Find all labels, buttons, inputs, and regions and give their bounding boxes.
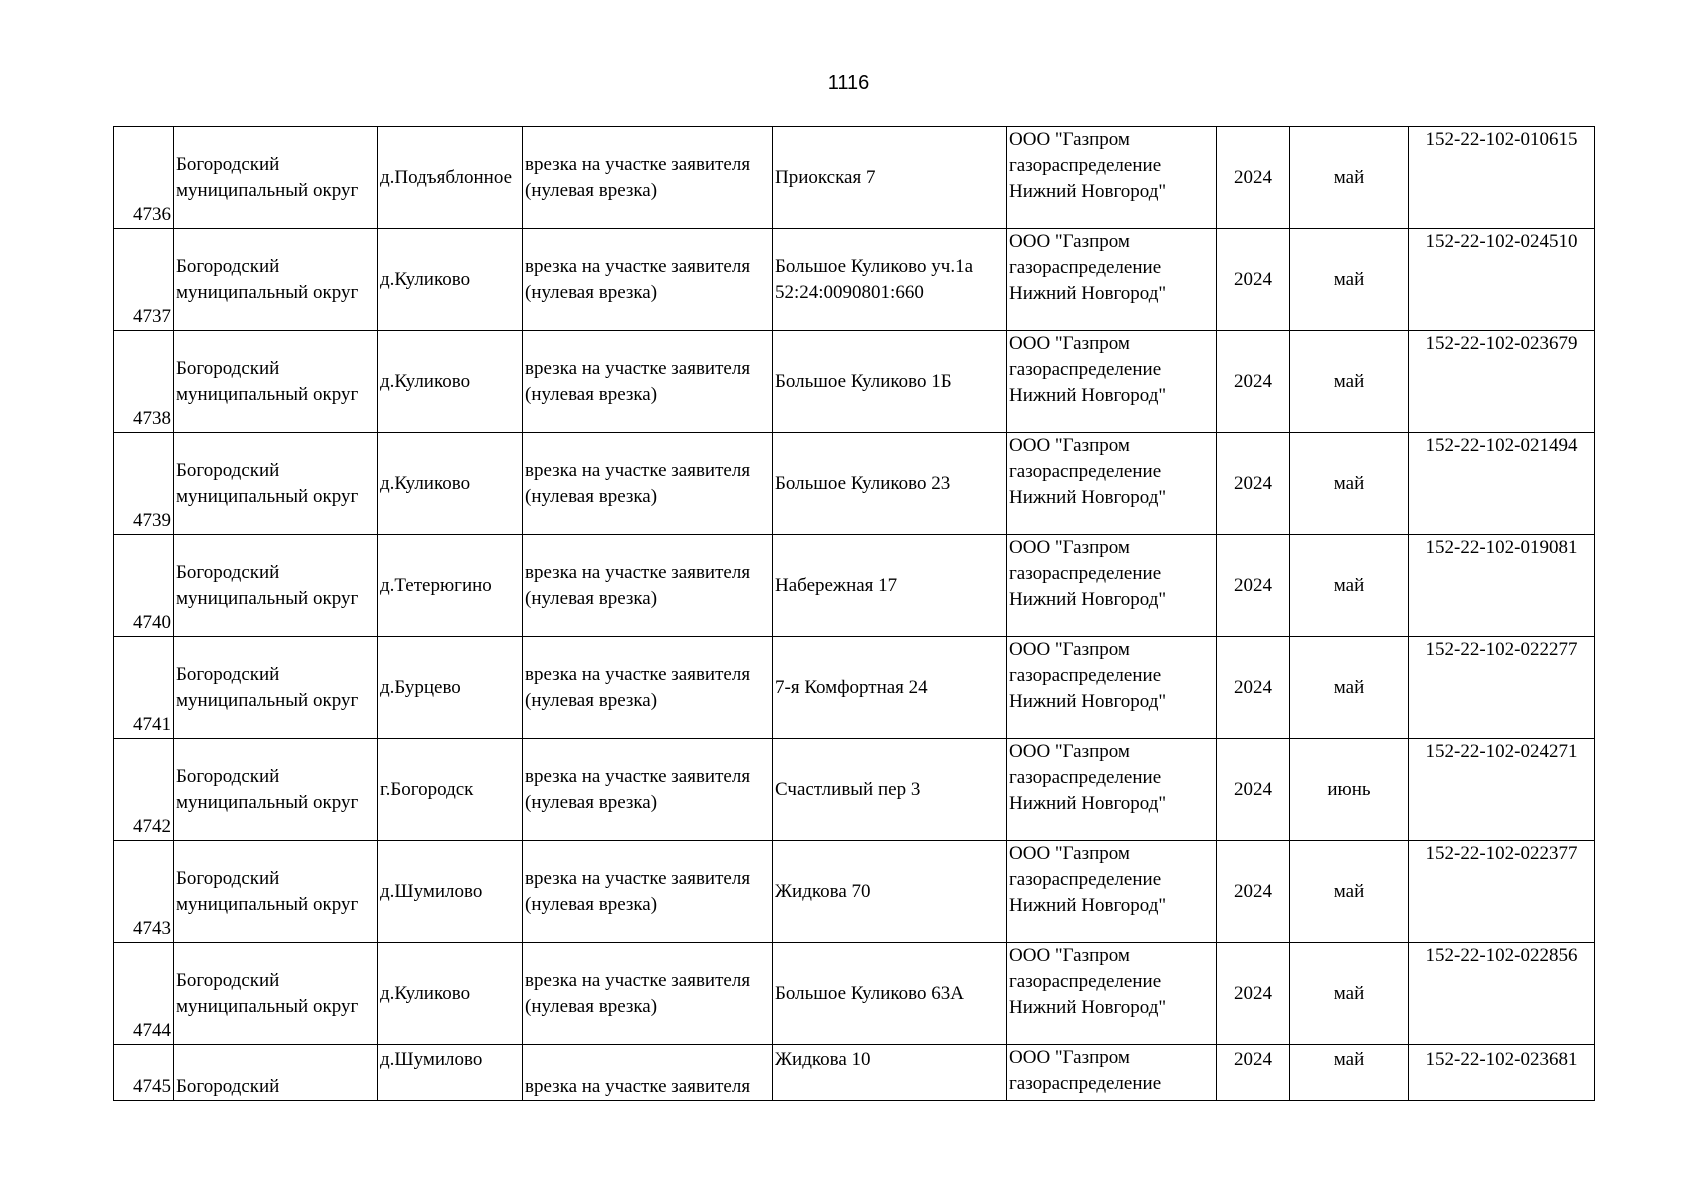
address-cell-line: Большое Куликово 1Б: [775, 370, 952, 392]
month-cell: май: [1290, 331, 1409, 433]
organization-cell: [1007, 1045, 1217, 1101]
connection-type-cell: [523, 433, 773, 535]
connection-type-cell: [523, 637, 773, 739]
year-cell: 2024: [1217, 943, 1290, 1045]
connection-type-cell: [523, 127, 773, 229]
year-cell: 2024: [1217, 331, 1290, 433]
row-number: 4741: [114, 637, 174, 739]
organization-cell: [1007, 739, 1217, 841]
organization-cell-line: Нижний Новгород": [1009, 691, 1167, 712]
address-cell: [773, 841, 1007, 943]
settlement-cell: д.Подъяблонное: [378, 127, 523, 229]
organization-cell-line: газораспределение: [1009, 359, 1162, 380]
district-cell: [174, 331, 378, 433]
connection-type-cell: [523, 331, 773, 433]
year-cell: 2024: [1217, 739, 1290, 841]
address-cell: [773, 637, 1007, 739]
address-cell-line: 52:24:0090801:660: [775, 281, 924, 303]
organization-cell-line: Нижний Новгород": [1009, 589, 1167, 610]
address-cell: [773, 229, 1007, 331]
organization-cell-line: ООО "Газпром: [1009, 639, 1130, 660]
address-cell: [773, 433, 1007, 535]
month-cell: май: [1290, 433, 1409, 535]
table-row: [114, 127, 1595, 229]
district-cell: [174, 943, 378, 1045]
table-row: [114, 943, 1595, 1045]
connection-type-cell-line: врезка на участке заявителя: [525, 663, 751, 685]
address-cell-line: Набережная 17: [775, 574, 898, 596]
contract-code-cell: 152-22-102-010615: [1409, 127, 1595, 229]
organization-cell-line: газораспределение: [1009, 971, 1162, 992]
month-cell: май: [1290, 229, 1409, 331]
address-cell: [773, 739, 1007, 841]
table-row: [114, 229, 1595, 331]
district-cell: [174, 127, 378, 229]
district-cell: [174, 229, 378, 331]
contract-code-cell: 152-22-102-022277: [1409, 637, 1595, 739]
connection-type-cell-line: (нулевая врезка): [525, 485, 658, 507]
table-row: [114, 535, 1595, 637]
row-number: 4743: [114, 841, 174, 943]
year-cell: 2024: [1217, 229, 1290, 331]
contract-code-cell: 152-22-102-022377: [1409, 841, 1595, 943]
district-cell: [174, 433, 378, 535]
connection-type-cell-line: врезка на участке заявителя: [525, 867, 751, 889]
organization-cell-line: газораспределение: [1009, 665, 1162, 686]
connection-type-cell-line: (нулевая врезка): [525, 791, 658, 813]
district-cell: [174, 841, 378, 943]
organization-cell-line: Нижний Новгород": [1009, 487, 1167, 508]
address-cell-line: Большое Куликово уч.1а: [775, 255, 974, 277]
table-row: [114, 841, 1595, 943]
organization-cell-line: ООО "Газпром: [1009, 843, 1130, 864]
district-cell-line: муниципальный округ: [176, 995, 359, 1017]
connection-type-cell-line: врезка на участке заявителя: [525, 561, 751, 583]
organization-cell-line: ООО "Газпром: [1009, 1047, 1130, 1068]
organization-cell-line: ООО "Газпром: [1009, 741, 1130, 762]
organization-cell-line: газораспределение: [1009, 1073, 1162, 1094]
connection-type-cell-line: врезка на участке заявителя: [525, 255, 751, 277]
organization-cell-line: ООО "Газпром: [1009, 537, 1130, 558]
year-cell: 2024: [1217, 127, 1290, 229]
contract-code-cell: 152-22-102-021494: [1409, 433, 1595, 535]
connection-type-cell-line: врезка на участке заявителя: [525, 153, 751, 175]
connection-type-cell-line: (нулевая врезка): [525, 383, 658, 405]
organization-cell-line: газораспределение: [1009, 461, 1162, 482]
organization-cell-line: Нижний Новгород": [1009, 283, 1167, 304]
organization-cell-line: газораспределение: [1009, 767, 1162, 788]
address-cell: [773, 943, 1007, 1045]
year-cell: 2024: [1217, 1045, 1290, 1101]
connection-type-cell-line: (нулевая врезка): [525, 179, 658, 201]
organization-cell-line: газораспределение: [1009, 563, 1162, 584]
month-cell: май: [1290, 535, 1409, 637]
contract-code-cell: 152-22-102-023679: [1409, 331, 1595, 433]
address-cell: [773, 535, 1007, 637]
connection-type-cell-line: врезка на участке заявителя: [525, 765, 751, 787]
organization-cell: [1007, 331, 1217, 433]
connection-type-cell-line: (нулевая врезка): [525, 281, 658, 303]
address-cell: [773, 331, 1007, 433]
address-cell-line: 7-я Комфортная 24: [775, 676, 928, 698]
address-cell-line: Жидкова 70: [775, 880, 871, 902]
district-cell-line: Богородский: [176, 969, 280, 991]
district-cell-line: Богородский: [176, 459, 280, 481]
organization-cell-line: ООО "Газпром: [1009, 945, 1130, 966]
organization-cell-line: ООО "Газпром: [1009, 231, 1130, 252]
district-cell-line: муниципальный округ: [176, 689, 359, 711]
connection-type-cell-line: (нулевая врезка): [525, 689, 658, 711]
organization-cell-line: газораспределение: [1009, 155, 1162, 176]
organization-cell-line: ООО "Газпром: [1009, 333, 1130, 354]
address-cell-line: Приокская 7: [775, 166, 876, 188]
row-number: 4740: [114, 535, 174, 637]
settlement-cell: д.Куликово: [378, 433, 523, 535]
organization-cell-line: газораспределение: [1009, 257, 1162, 278]
connection-type-cell-line: (нулевая врезка): [525, 893, 658, 915]
settlement-cell: д.Бурцево: [378, 637, 523, 739]
row-number: 4739: [114, 433, 174, 535]
settlement-cell: г.Богородск: [378, 739, 523, 841]
month-cell: май: [1290, 1045, 1409, 1101]
settlement-cell: д.Тетерюгино: [378, 535, 523, 637]
organization-cell-line: ООО "Газпром: [1009, 435, 1130, 456]
contract-code-cell: 152-22-102-022856: [1409, 943, 1595, 1045]
settlement-cell: д.Куликово: [378, 331, 523, 433]
row-number: 4742: [114, 739, 174, 841]
registry-rows: [114, 127, 1595, 1101]
month-cell: май: [1290, 637, 1409, 739]
month-cell: май: [1290, 127, 1409, 229]
organization-cell: [1007, 229, 1217, 331]
address-cell: [773, 127, 1007, 229]
table-row: [114, 433, 1595, 535]
registry-table: [113, 126, 1595, 1101]
district-cell-line: Богородский: [176, 663, 280, 685]
organization-cell: [1007, 637, 1217, 739]
year-cell: 2024: [1217, 433, 1290, 535]
year-cell: 2024: [1217, 637, 1290, 739]
district-cell-line: муниципальный округ: [176, 587, 359, 609]
row-number: 4745: [114, 1045, 174, 1101]
page-number: 1116: [827, 72, 870, 94]
organization-cell-line: ООО "Газпром: [1009, 129, 1130, 150]
settlement-cell: д.Куликово: [378, 229, 523, 331]
district-cell-line: муниципальный округ: [176, 893, 359, 915]
connection-type-cell: [523, 739, 773, 841]
district-cell: [174, 637, 378, 739]
contract-code-cell: 152-22-102-024510: [1409, 229, 1595, 331]
row-number: 4737: [114, 229, 174, 331]
district-cell-line: муниципальный округ: [176, 485, 359, 507]
table-row: [114, 331, 1595, 433]
month-cell: май: [1290, 841, 1409, 943]
settlement-cell: д.Куликово: [378, 943, 523, 1045]
row-number: 4736: [114, 127, 174, 229]
year-cell: 2024: [1217, 535, 1290, 637]
address-cell-line: Жидкова 10: [775, 1049, 871, 1070]
district-cell-line: муниципальный округ: [176, 791, 359, 813]
organization-cell: [1007, 943, 1217, 1045]
district-cell-line: Богородский: [176, 1076, 280, 1097]
organization-cell-line: Нижний Новгород": [1009, 997, 1167, 1018]
table-row: [114, 1045, 1595, 1101]
connection-type-cell-line: врезка на участке заявителя: [525, 1076, 751, 1097]
district-cell-line: Богородский: [176, 765, 280, 787]
address-cell-line: Счастливый пер 3: [775, 778, 921, 800]
organization-cell-line: Нижний Новгород": [1009, 181, 1167, 202]
organization-cell: [1007, 841, 1217, 943]
organization-cell-line: Нижний Новгород": [1009, 385, 1167, 406]
row-number: 4744: [114, 943, 174, 1045]
connection-type-cell-line: (нулевая врезка): [525, 587, 658, 609]
organization-cell: [1007, 127, 1217, 229]
connection-type-cell: [523, 1045, 773, 1101]
district-cell: [174, 1045, 378, 1101]
organization-cell: [1007, 535, 1217, 637]
month-cell: июнь: [1290, 739, 1409, 841]
settlement-cell: д.Шумилово: [378, 1045, 523, 1101]
connection-type-cell-line: врезка на участке заявителя: [525, 969, 751, 991]
district-cell-line: Богородский: [176, 153, 280, 175]
connection-type-cell-line: врезка на участке заявителя: [525, 357, 751, 379]
table-row: [114, 637, 1595, 739]
district-cell-line: Богородский: [176, 357, 280, 379]
district-cell-line: Богородский: [176, 561, 280, 583]
address-cell-line: Большое Куликово 63А: [775, 982, 964, 1004]
district-cell: [174, 739, 378, 841]
district-cell-line: муниципальный округ: [176, 281, 359, 303]
contract-code-cell: 152-22-102-024271: [1409, 739, 1595, 841]
connection-type-cell: [523, 229, 773, 331]
settlement-cell: д.Шумилово: [378, 841, 523, 943]
contract-code-cell: 152-22-102-019081: [1409, 535, 1595, 637]
district-cell-line: муниципальный округ: [176, 383, 359, 405]
year-cell: 2024: [1217, 841, 1290, 943]
table-row: [114, 739, 1595, 841]
contract-code-cell: 152-22-102-023681: [1409, 1045, 1595, 1101]
connection-type-cell-line: врезка на участке заявителя: [525, 459, 751, 481]
connection-type-cell: [523, 841, 773, 943]
organization-cell: [1007, 433, 1217, 535]
district-cell-line: Богородский: [176, 255, 280, 277]
district-cell-line: Богородский: [176, 867, 280, 889]
organization-cell-line: Нижний Новгород": [1009, 895, 1167, 916]
organization-cell-line: газораспределение: [1009, 869, 1162, 890]
district-cell: [174, 535, 378, 637]
organization-cell-line: Нижний Новгород": [1009, 793, 1167, 814]
connection-type-cell: [523, 943, 773, 1045]
month-cell: май: [1290, 943, 1409, 1045]
address-cell: [773, 1045, 1007, 1101]
address-cell-line: Большое Куликово 23: [775, 472, 951, 494]
district-cell-line: муниципальный округ: [176, 179, 359, 201]
connection-type-cell-line: (нулевая врезка): [525, 995, 658, 1017]
row-number: 4738: [114, 331, 174, 433]
connection-type-cell: [523, 535, 773, 637]
